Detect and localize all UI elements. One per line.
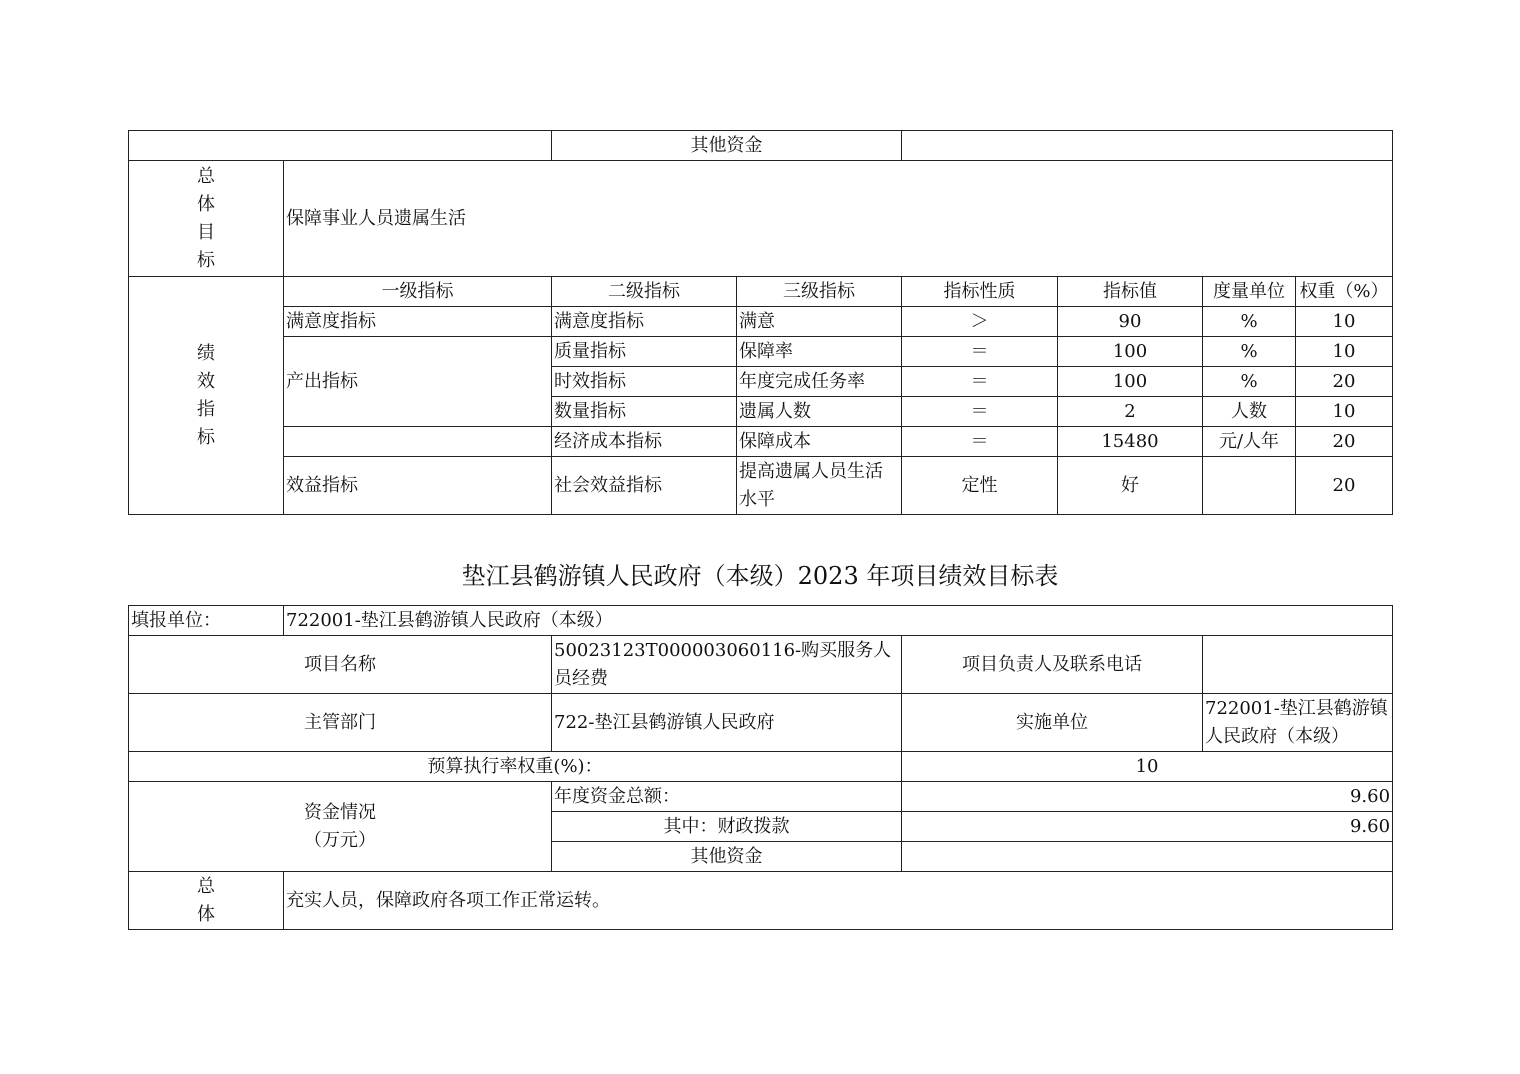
cell-nature: ＝ xyxy=(902,427,1058,457)
unit-label: 填报单位： xyxy=(129,606,284,636)
unit-value: 722001-垫江县鹤游镇人民政府（本级） xyxy=(284,606,1393,636)
cell-unit: % xyxy=(1203,367,1296,397)
cell-unit: % xyxy=(1203,337,1296,367)
perf-indicator-label: 绩 效 指 标 xyxy=(129,277,284,515)
cell-unit: % xyxy=(1203,307,1296,337)
header-l2: 二级指标 xyxy=(552,277,737,307)
overall-goal-text: 保障事业人员遗属生活 xyxy=(284,161,1393,277)
table-row xyxy=(129,307,1393,337)
cell-l3: 满意 xyxy=(737,307,902,337)
cell-weight: 20 xyxy=(1296,367,1393,397)
header-l3: 三级指标 xyxy=(737,277,902,307)
table-row xyxy=(129,457,1393,515)
cell-value: 好 xyxy=(1058,457,1203,515)
other-funds-label: 其他资金 xyxy=(552,842,902,872)
cell-l1: 产出指标 xyxy=(284,337,552,427)
cell-unit: 元/人年 xyxy=(1203,427,1296,457)
cell-l2: 社会效益指标 xyxy=(552,457,737,515)
cell-weight: 10 xyxy=(1296,397,1393,427)
project-performance-table xyxy=(128,605,1393,930)
dept-value: 722-垫江县鹤游镇人民政府 xyxy=(552,694,902,752)
header-unit: 度量单位 xyxy=(1203,277,1296,307)
cell-l3: 遗属人数 xyxy=(737,397,902,427)
cell-unit xyxy=(1203,457,1296,515)
performance-table-continued xyxy=(128,130,1393,515)
annual-total-label: 年度资金总额： xyxy=(552,782,902,812)
header-nature: 指标性质 xyxy=(902,277,1058,307)
cell-l3: 年度完成任务率 xyxy=(737,367,902,397)
cell-weight: 20 xyxy=(1296,427,1393,457)
cell-unit: 人数 xyxy=(1203,397,1296,427)
cell-l3: 保障成本 xyxy=(737,427,902,457)
impl-label: 实施单位 xyxy=(902,694,1203,752)
cell-nature: ＝ xyxy=(902,397,1058,427)
empty-cell xyxy=(129,131,552,161)
contact-value xyxy=(1203,636,1393,694)
other-funds-value xyxy=(902,131,1393,161)
project-name-label: 项目名称 xyxy=(129,636,552,694)
table-row xyxy=(129,427,1393,457)
funds-label: 资金情况 （万元） xyxy=(129,782,552,872)
overall-goal-label: 总 体 目 标 xyxy=(129,161,284,277)
cell-l2: 数量指标 xyxy=(552,397,737,427)
cell-l3: 保障率 xyxy=(737,337,902,367)
other-funds-label: 其他资金 xyxy=(552,131,902,161)
budget-rate-value: 10 xyxy=(902,752,1393,782)
cell-l2: 经济成本指标 xyxy=(552,427,737,457)
budget-rate-label: 预算执行率权重(%)： xyxy=(129,752,902,782)
cell-nature: ＞ xyxy=(902,307,1058,337)
cell-value: 2 xyxy=(1058,397,1203,427)
cell-l1: 满意度指标 xyxy=(284,307,552,337)
cell-weight: 10 xyxy=(1296,337,1393,367)
fiscal-label: 其中：财政拨款 xyxy=(552,812,902,842)
cell-nature: ＝ xyxy=(902,337,1058,367)
cell-nature: 定性 xyxy=(902,457,1058,515)
project-name-value: 50023123T000003060116-购买服务人员经费 xyxy=(552,636,902,694)
cell-l2: 质量指标 xyxy=(552,337,737,367)
cell-value: 15480 xyxy=(1058,427,1203,457)
cell-weight: 10 xyxy=(1296,307,1393,337)
table-row xyxy=(129,337,1393,367)
cell-value: 100 xyxy=(1058,337,1203,367)
overall-label: 总 体 xyxy=(129,872,284,930)
cell-l1: 效益指标 xyxy=(284,457,552,515)
dept-label: 主管部门 xyxy=(129,694,552,752)
header-value: 指标值 xyxy=(1058,277,1203,307)
cell-l2: 时效指标 xyxy=(552,367,737,397)
cell-nature: ＝ xyxy=(902,367,1058,397)
cell-l3: 提高遗属人员生活水平 xyxy=(737,457,902,515)
contact-label: 项目负责人及联系电话 xyxy=(902,636,1203,694)
other-funds-value xyxy=(902,842,1393,872)
cell-l1 xyxy=(284,427,552,457)
cell-l2: 满意度指标 xyxy=(552,307,737,337)
header-weight: 权重（%） xyxy=(1296,277,1393,307)
cell-value: 100 xyxy=(1058,367,1203,397)
annual-total-value: 9.60 xyxy=(902,782,1393,812)
impl-value: 722001-垫江县鹤游镇人民政府（本级） xyxy=(1203,694,1393,752)
cell-value: 90 xyxy=(1058,307,1203,337)
cell-weight: 20 xyxy=(1296,457,1393,515)
fiscal-value: 9.60 xyxy=(902,812,1393,842)
page-title: 垫江县鹤游镇人民政府（本级）2023 年项目绩效目标表 xyxy=(461,562,1059,590)
overall-text: 充实人员，保障政府各项工作正常运转。 xyxy=(284,872,1393,930)
header-l1: 一级指标 xyxy=(284,277,552,307)
